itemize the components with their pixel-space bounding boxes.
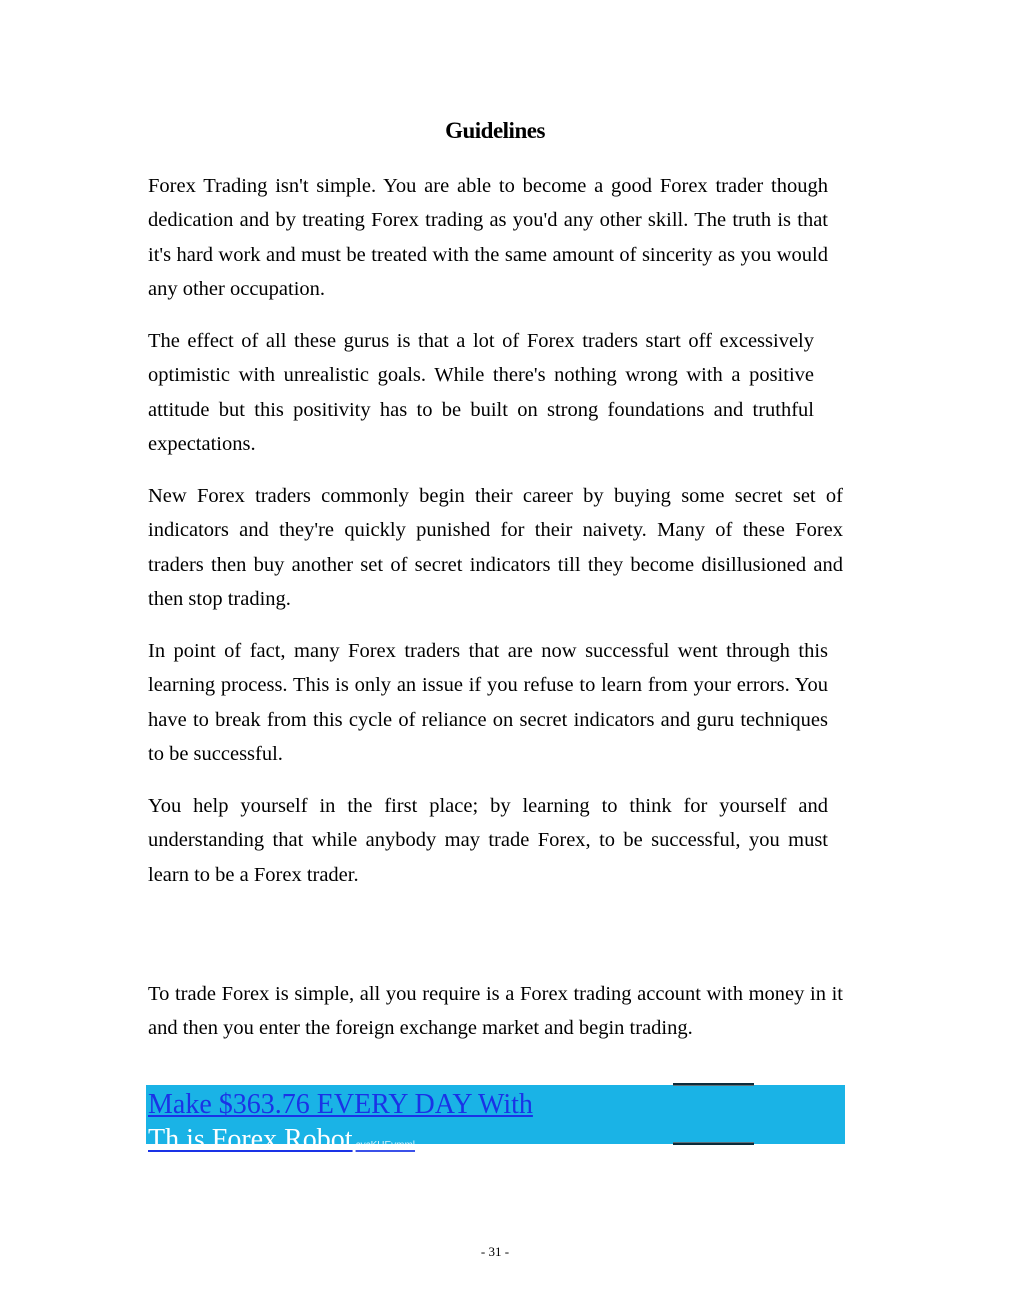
ad-image[interactable]: [673, 1083, 754, 1145]
ad-line-2[interactable]: Th is Forex Robot: [148, 1124, 353, 1155]
ad-link[interactable]: [148, 1087, 668, 1163]
paragraph: New Forex traders commonly begin their career by buying some secret set of indicators and they're quickly punished for their naivety. Many of these Forex traders then buy another set of secret indicators till they become disillusioned and then stop trading.: [148, 485, 843, 610]
ad-code: cycKHEvmml: [355, 1140, 416, 1151]
paragraph: To trade Forex is simple, all you require is a Forex trading account with money in it and then you enter the foreign exchange market and begin trading.: [148, 983, 843, 1040]
ad-line-1[interactable]: Make $363.76 EVERY DAY With: [148, 1089, 533, 1120]
paragraph: The effect of all these gurus is that a lot of Forex traders start off excessively optimistic with unrealistic goals. While there's nothing wrong with a positive attitude but this positivity has to be built on strong foundations and truthful expectations.: [148, 330, 814, 455]
paragraph: You help yourself in the first place; by learning to think for yourself and understanding that while anybody may trade Forex, to be successful, you must learn to be a Forex trader.: [148, 795, 828, 886]
page-title: Guidelines: [445, 118, 545, 143]
paragraph: Forex Trading isn't simple. You are able to become a good Forex trader though dedication and by treating Forex trading as you'd any other skill. The truth is that it's hard work and must be treated with the same amount of sincerity as you would any other occupation.: [148, 175, 828, 300]
ad-banner[interactable]: [146, 1085, 845, 1155]
page-number: - 31 -: [480, 1244, 510, 1259]
paragraph: In point of fact, many Forex traders that are now successful went through this learning process. This is only an issue if you refuse to learn from your errors. You have to break from this cycle of reliance on secret indicators and guru techniques to be successful.: [148, 640, 828, 765]
